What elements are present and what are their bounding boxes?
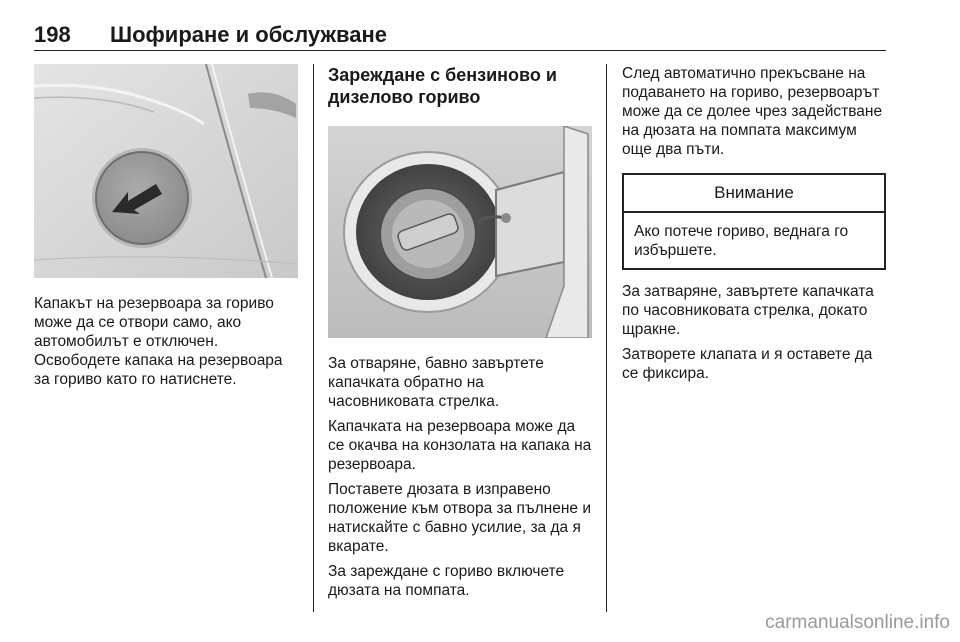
- column-1: [34, 64, 298, 395]
- column-divider: [606, 64, 607, 612]
- chapter-title: Шофиране и обслужване: [110, 22, 388, 47]
- warning-title: Внимание: [624, 175, 884, 213]
- paragraph: Капачката на резервоара може да се окачва на конзолата на капака на резервоара.: [328, 418, 592, 473]
- paragraph: Поставете дюзата в изправено положение към отвора за пълнене и натискайте с бавно усилие, за да я вкарате.: [328, 481, 591, 555]
- column-3: [622, 64, 886, 389]
- warning-box: [622, 173, 886, 270]
- fuel-flap-description: Капакът на резервоара за гориво може да се отвори само, ако автомобилът е отключен. Освободете капака на резервоара за гориво като го натиснете.: [34, 295, 283, 388]
- paragraph: За затваряне, завъртете капачката по часовниковата стрелка, докато щракне.: [622, 283, 874, 338]
- header-rule: [34, 50, 886, 51]
- page-number: 198: [34, 22, 71, 47]
- paragraph: За зареждане с гориво включете дюзата на помпата.: [328, 563, 565, 599]
- page-header: [34, 22, 886, 52]
- paragraph: За отваряне, бавно завъртете капачката обратно на часовниковата стрелка.: [328, 355, 544, 410]
- section-heading: Зареждане с бензиново и дизелово гориво: [328, 65, 557, 107]
- warning-text: Ако потече гориво, веднага го избършете.: [634, 223, 849, 259]
- fuel-cap-open-illustration: [328, 126, 592, 338]
- paragraph: След автоматично прекъсване на подаването на гориво, резервоарът може да се долее чрез задействане на дюзата на помпата максимум още два пъти.: [622, 65, 883, 158]
- watermark: carmanualsonline.info: [765, 612, 950, 633]
- fuel-flap-closed-illustration: [34, 64, 298, 278]
- column-2: [328, 64, 592, 606]
- column-divider: [313, 64, 314, 612]
- paragraph: Затворете клапата и я оставете да се фиксира.: [622, 346, 873, 382]
